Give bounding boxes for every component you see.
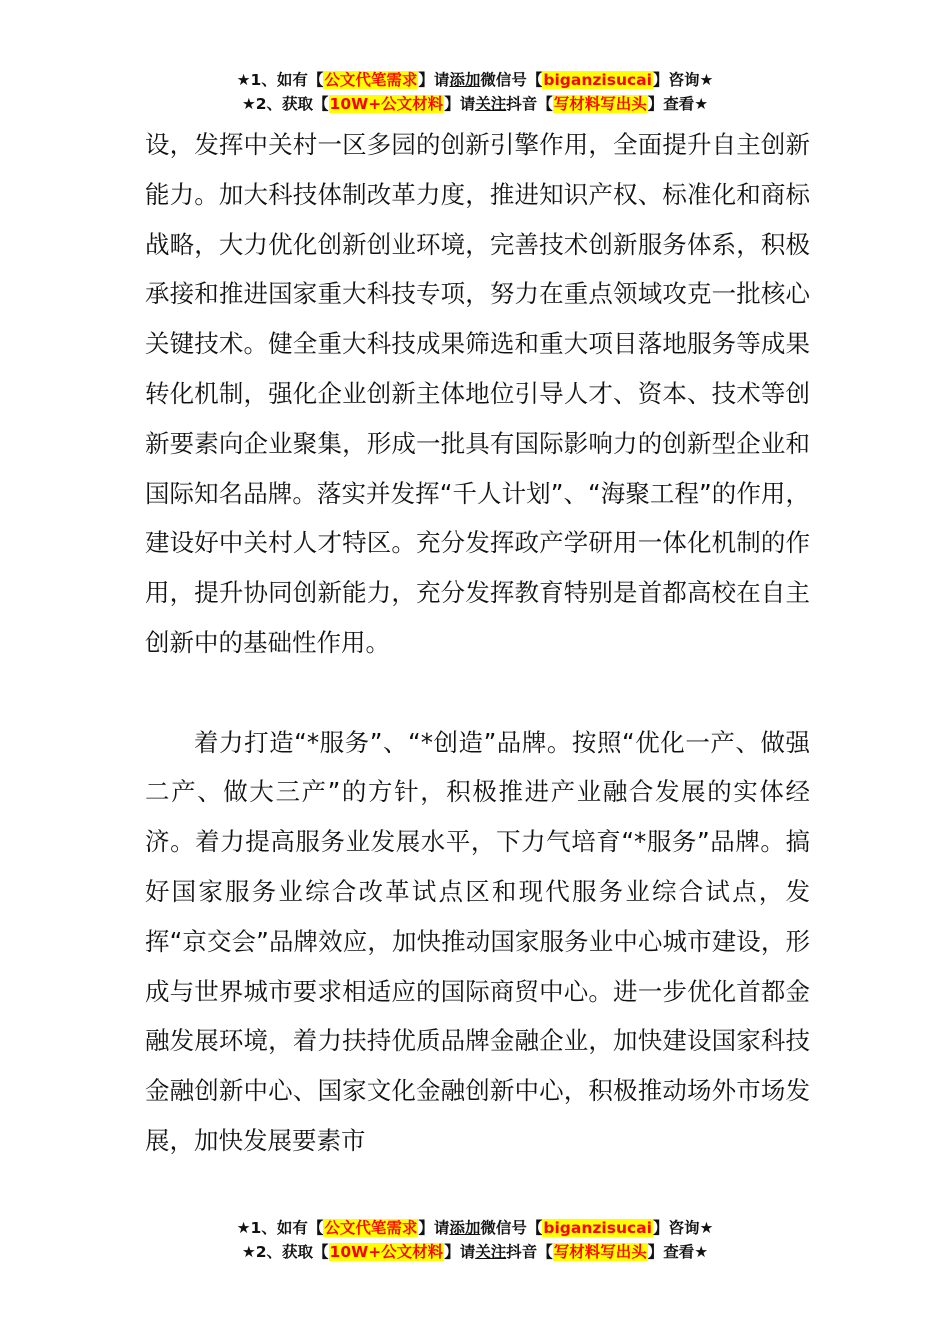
header-line-2-prefix: ★2、获取【 bbox=[241, 95, 329, 113]
footer-banner bbox=[0, 1216, 950, 1264]
footer-line-2-prefix: ★2、获取【 bbox=[241, 1243, 329, 1261]
header-line-2 bbox=[0, 92, 950, 116]
footer-highlight-douyin-account: 写材料写出头 bbox=[553, 1243, 647, 1261]
footer-highlight-service-need: 公文代笔需求 bbox=[324, 1219, 418, 1237]
highlight-douyin-account: 写材料写出头 bbox=[553, 95, 647, 113]
paragraph-innovation: 设，发挥中关村一区多园的创新引擎作用，全面提升自主创新能力。加大科技体制改革力度，推进知识产权、标准化和商标战略，大力优化创新创业环境，完善技术创新服务体系，积极承接和推进国家重大科技专项，努力在重点领域攻克一批核心关键技术。健全重大科技成果筛选和重大项目落地服务等成果转化机制，强化企业创新主体地位引导人才、资本、技术等创新要素向企业聚集，形成一批具有国际影响力的创新型企业和国际知名品牌。落实并发挥“千人计划”、“海聚工程”的作用，建设好中关村人才特区。充分发挥政产学研用一体化机制的作用，提升协同创新能力，充分发挥教育特别是首都高校在自主创新中的基础性作用。 bbox=[145, 130, 810, 657]
footer-line-1-suffix: 】咨询★ bbox=[652, 1219, 714, 1237]
header-line-2-underlined: 关注 bbox=[475, 95, 507, 113]
header-line-1-suffix: 】咨询★ bbox=[652, 71, 714, 89]
footer-line-1-text-2: 微信号【 bbox=[480, 1219, 543, 1237]
footer-line-2-suffix: 】查看★ bbox=[647, 1243, 709, 1261]
header-line-1-underlined: 添加 bbox=[449, 71, 481, 89]
footer-line-2 bbox=[0, 1240, 950, 1264]
header-line-1-text-2: 微信号【 bbox=[480, 71, 543, 89]
highlight-wechat-id: biganzisucai bbox=[543, 71, 652, 89]
footer-line-2-text-2: 抖音【 bbox=[506, 1243, 553, 1261]
footer-line-1-text: 】请 bbox=[418, 1219, 450, 1237]
footer-line-2-underlined: 关注 bbox=[475, 1243, 507, 1261]
header-line-2-text: 】请 bbox=[444, 95, 476, 113]
footer-highlight-materials: 10W+公文材料 bbox=[329, 1243, 444, 1261]
header-line-2-suffix: 】查看★ bbox=[647, 95, 709, 113]
header-banner bbox=[0, 68, 950, 116]
footer-line-1-prefix: ★1、如有【 bbox=[236, 1219, 324, 1237]
highlight-materials: 10W+公文材料 bbox=[329, 95, 444, 113]
document-body bbox=[145, 120, 810, 1166]
highlight-service-need: 公文代笔需求 bbox=[324, 71, 418, 89]
footer-highlight-wechat-id: biganzisucai bbox=[543, 1219, 652, 1237]
paragraph-brand: 着力打造“*服务”、“*创造”品牌。按照“优化一产、做强二产、做大三产”的方针，积极推进产业融合发展的实体经济。着力提高服务业发展水平，下力气培育“*服务”品牌。搞好国家服务业综合改革试点区和现代服务业综合试点，发挥“京交会”品牌效应，加快推动国家服务业中心城市建设，形成与世界城市要求相适应的国际商贸中心。进一步优化首都金融发展环境，着力扶持优质品牌金融企业，加快建设国家科技金融创新中心、国家文化金融创新中心，积极推动场外市场发展，加快发展要素市 bbox=[145, 727, 810, 1155]
header-line-1 bbox=[0, 68, 950, 92]
header-line-1-text: 】请 bbox=[418, 71, 450, 89]
footer-line-2-text: 】请 bbox=[444, 1243, 476, 1261]
header-line-2-text-2: 抖音【 bbox=[506, 95, 553, 113]
header-line-1-prefix: ★1、如有【 bbox=[236, 71, 324, 89]
footer-line-1-underlined: 添加 bbox=[449, 1219, 481, 1237]
footer-line-1 bbox=[0, 1216, 950, 1240]
